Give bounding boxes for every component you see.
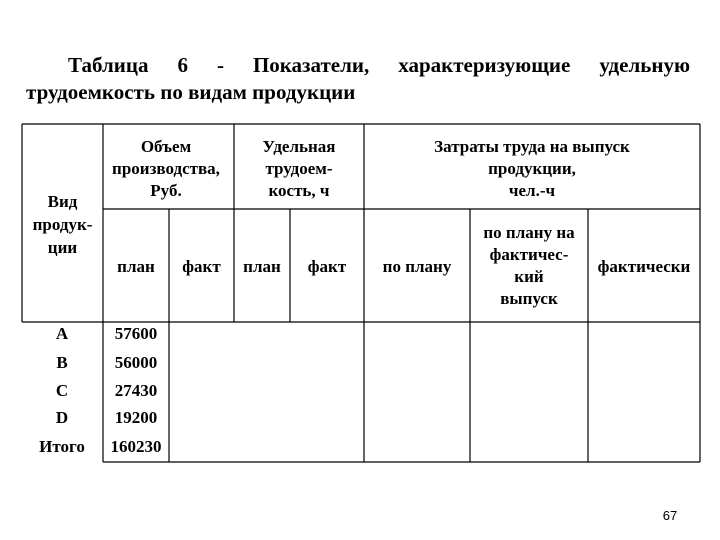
table-caption xyxy=(26,52,690,106)
header-volume: Объем производства, Руб. xyxy=(112,137,220,200)
row-label: D xyxy=(55,408,69,427)
header-intensity-plan: план xyxy=(243,257,281,276)
header-volume-plan: план xyxy=(117,257,155,276)
header-by-plan: по плану xyxy=(382,257,452,276)
plan-volume-value: 57600 xyxy=(114,324,158,343)
header-by-plan-actual: по плану на фактичес- кий выпуск xyxy=(483,223,575,308)
page-number: 67 xyxy=(662,508,678,523)
row-label: A xyxy=(55,324,69,343)
header-labor-intensity: Удельная трудоем- кость, ч xyxy=(262,137,336,200)
header-intensity-fact: факт xyxy=(307,257,347,276)
plan-volume-value: 27430 xyxy=(114,381,158,400)
caption-line-1: Таблица 6 - Показатели, характеризующие удельную xyxy=(68,53,690,77)
header-actually: фактически xyxy=(597,257,691,276)
header-labor-costs: Затраты труда на выпуск продукции, чел.-ч xyxy=(434,137,630,200)
plan-volume-value: 19200 xyxy=(114,408,158,427)
header-product: Вид продук- ции xyxy=(32,192,93,257)
row-label: Итого xyxy=(39,437,85,456)
caption-line-2: трудоемкость по видам продукции xyxy=(26,80,356,104)
plan-volume-value: 160230 xyxy=(110,437,162,456)
row-label: C xyxy=(55,381,69,400)
header-volume-fact: факт xyxy=(182,257,221,276)
row-label: B xyxy=(56,353,68,372)
plan-volume-value: 56000 xyxy=(114,353,158,372)
